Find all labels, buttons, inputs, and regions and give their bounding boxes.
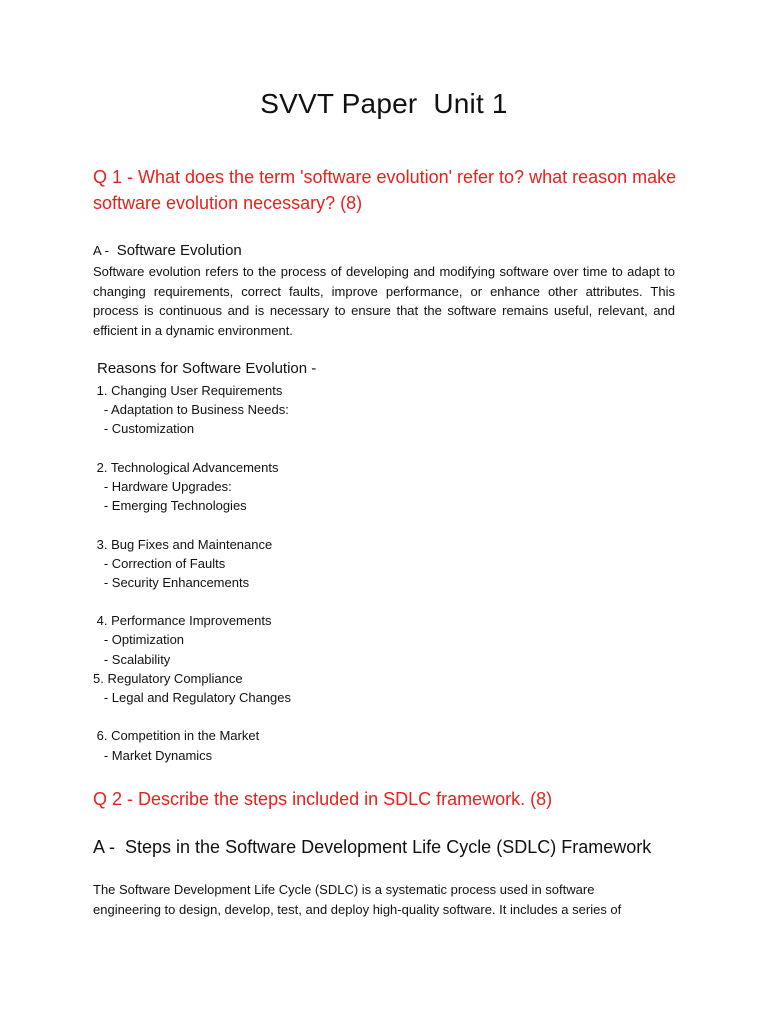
answer-1-prefix: A - [93,243,113,258]
reasons-heading: Reasons for Software Evolution - [97,360,317,377]
reason-line: - Customization [93,421,195,437]
reason-line: 3. Bug Fixes and Maintenance [93,536,273,552]
reason-line: - Emerging Technologies [93,498,247,514]
reason-line: - Scalability [93,651,171,667]
reason-line: - Optimization [93,632,185,648]
reasons-list [93,381,653,765]
reason-line: 6. Competition in the Market [93,728,260,744]
paragraph-line: engineering to design, develop, test, and deploy high-quality software. It includes a series of [93,902,622,917]
blank-line [93,515,653,534]
reason-line: 2. Technological Advancements [93,459,279,475]
page-title: SVVT Paper Unit 1 [260,88,508,119]
reason-line: - Adaptation to Business Needs: [93,402,289,418]
reason-line: - Hardware Upgrades: [93,478,232,494]
reason-line: 4. Performance Improvements [93,613,272,629]
answer-2-paragraph [93,880,683,920]
answer-2-heading: A - Steps in the Software Development Life Cycle (SDLC) Framework [93,837,652,857]
blank-line [93,707,653,726]
answer-1-paragraph: Software evolution refers to the process of developing and modifying software over time to adapt to changing requirements, correct faults, improve performance, or enhance other attributes. This process is continuous and is necessary to ensure that the software remains useful, relevant, and efficient in a dynamic environment. [93,264,675,338]
reason-line: - Market Dynamics [93,747,213,763]
question-2: Q 2 - Describe the steps included in SDLC framework. (8) [93,789,553,809]
question-1: Q 1 - What does the term 'software evolution' refer to? what reason make software evolution necessary? (8) [93,167,677,213]
answer-1-heading [93,242,242,259]
reason-line: 1. Changing User Requirements [93,383,283,398]
paragraph-line: The Software Development Life Cycle (SDLC) is a systematic process used in software [93,882,595,897]
reason-line: - Security Enhancements [93,574,250,590]
reason-line: - Correction of Faults [93,555,226,571]
reason-line: 5. Regulatory Compliance [93,670,243,686]
blank-line [93,592,653,611]
answer-1-title: Software Evolution [116,242,242,259]
reason-line: - Legal and Regulatory Changes [93,690,292,705]
blank-line [93,439,653,458]
